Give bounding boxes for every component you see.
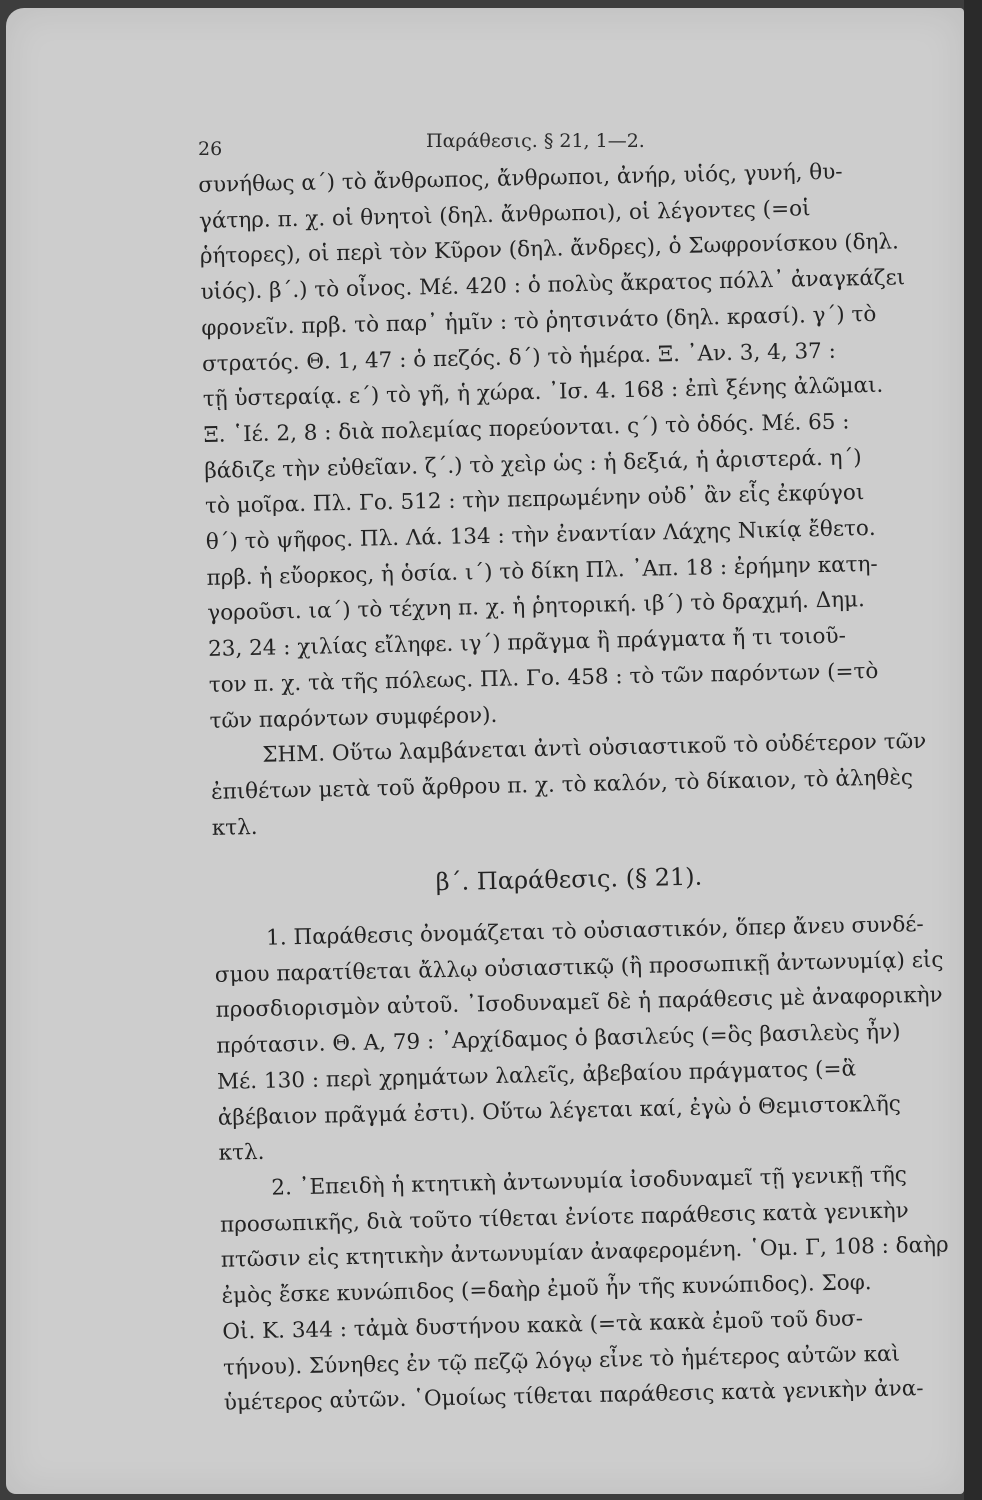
- text-line: ὑμέτερος αὐτῶν. ῾Ομοίως τίθεται παράθεσις κατὰ γενικὴν ἀνα-: [223, 1376, 924, 1416]
- text-line: ΣΗΜ. Οὕτω λαμβάνεται ἀντὶ οὐσιαστικοῦ τὸ οὐδέτερον τῶν: [262, 729, 927, 769]
- text-line: τήνου). Σύνηθες ἐν τῷ πεζῷ λόγῳ εἶνε τὸ ἡμέτερος αὐτῶν καὶ: [222, 1341, 901, 1381]
- text-line: προσδιορισμὸν αὐτοῦ. ᾿Ισοδυναμεῖ δὲ ἡ παράθεσις μὲ ἀναφορικὴν: [215, 983, 943, 1024]
- paragraph-1: [214, 943, 944, 1172]
- text-line: τῶν παρόντων συμφέρον).: [209, 702, 498, 734]
- text-line: βάδιζε τὴν εὐθεῖαν. ζ΄.) τὸ χεὶρ ὡς : ἡ δεξιά, ἡ ἀριστερά. η΄): [204, 444, 862, 484]
- text-line: ῥήτορες), οἱ περὶ τὸν Κῦρον (δηλ. ἄνδρες), ὁ Σωφρονίσκου (δηλ.: [199, 229, 900, 270]
- text-line: τὸ μοῖρα. Πλ. Γο. 512 : τὴν πεπρωμένην οὐδ᾿ ἂν εἷς ἐκφύγοι: [204, 480, 865, 520]
- text-line: τον π. χ. τὰ τῆς πόλεως. Πλ. Γο. 458 : τὸ τῶν παρόντων (=τὸ: [208, 658, 879, 698]
- text-line: πρότασιν. Θ. Α, 79 : ᾿Αρχίδαμος ὁ βασιλεύς (=ὃς βασιλεὺς ἦν): [216, 1019, 901, 1059]
- text-line: κτλ.: [218, 1140, 265, 1167]
- paragraph-note-cont: [211, 760, 924, 846]
- text-line: κτλ.: [211, 814, 258, 841]
- text-line: συνήθως α΄) τὸ ἄνθρωπος, ἄνθρωποι, ἀνήρ, υἱός, γυνή, θυ-: [198, 159, 843, 198]
- paragraph-2: [219, 1193, 949, 1422]
- text-line: Ξ. ῾Ιέ. 2, 8 : διὰ πολεμίας πορεύονται. ς΄) τὸ ὁδός. Μέ. 65 :: [203, 409, 850, 448]
- text-line: προσωπικῆς, διὰ τοῦτο τίθεται ἐνίοτε παράθεσις κατὰ γενικὴν: [219, 1198, 909, 1238]
- text-line: τῇ ὑστεραίᾳ. ε΄) τὸ γῆ, ἡ χώρα. ᾿Ισ. 4. 168 : ἐπὶ ξένης ἀλῶμαι.: [202, 372, 884, 413]
- text-line: ἐμὸς ἔσκε κυνώπιδος (=δαὴρ ἐμοῦ ἦν τῆς κυνώπιδος). Σοφ.: [221, 1270, 872, 1309]
- text-line: στρατός. Θ. 1, 47 : ὁ πεζός. δ΄) τὸ ἡμέρα. Ξ. ᾿Αν. 3, 4, 37 :: [201, 338, 837, 377]
- text-line: 23, 24 : χιλίας εἴληφε. ιγ΄) πρᾶγμα ἢ πράγματα ἤ τι τοιοῦ-: [207, 623, 847, 663]
- text-line: ἐπιθέτων μετὰ τοῦ ἄρθρου π. χ. τὸ καλόν, τὸ δίκαιον, τὸ ἀληθὲς: [210, 765, 914, 805]
- text-line: φρονεῖν. πρβ. τὸ παρ᾿ ἡμῖν : τὸ ῥητσινάτο (δηλ. κρασί). γ΄) τὸ: [201, 301, 877, 341]
- body-text: [198, 153, 949, 1422]
- text-line: 2. ᾿Επειδὴ ἡ κτητικὴ ἀντωνυμία ἰσοδυναμεῖ τῇ γενικῇ τῆς: [271, 1162, 908, 1201]
- section-heading: β΄. Παράθεσις. (§ 21).: [435, 862, 703, 897]
- text-line: πτῶσιν εἰς κτητικὴν ἀντωνυμίαν ἀναφερομένη. ῾Ομ. Γ, 108 : δαὴρ: [220, 1232, 949, 1274]
- running-head: Παράθεσις. § 21, 1—2.: [426, 130, 645, 152]
- text-line: Μέ. 130 : περὶ χρημάτων λαλεῖς, ἀβεβαίου πράγματος (=ἃ: [216, 1056, 857, 1095]
- page-number: 26: [198, 138, 223, 160]
- text-line: σμου παρατίθεται ἄλλῳ οὐσιαστικῷ (ἢ προσωπικῇ ἀντωνυμίᾳ) εἰς: [214, 947, 944, 988]
- text-line: 1. Παράθεσις ὀνομάζεται τὸ οὐσιαστικόν, ὅπερ ἄνευ συνδέ-: [265, 912, 924, 951]
- text-line: γοροῦσι. ια΄) τὸ τέχνη π. χ. ἡ ῥητορική. ιβ΄) τὸ δραχμή. Δημ.: [207, 587, 866, 627]
- text-line: υἱός). β΄.) τὸ οἶνος. Μέ. 420 : ὁ πολὺς ἄκρατος πόλλ᾿ ἀναγκάζει: [200, 265, 906, 306]
- text-line: θ΄) τὸ ψῆφος. Πλ. Λά. 134 : τὴν ἐναντίαν Λάχης Νικίᾳ ἔθετο.: [205, 515, 876, 555]
- page-edge-shadow: [964, 0, 982, 1500]
- text-line: ἀβέβαιον πρᾶγμά ἐστι). Οὕτω λέγεται καί, ἐγὼ ὁ Θεμιστοκλῆς: [217, 1091, 902, 1131]
- text-line: γάτηρ. π. χ. οἱ θνητοὶ (δηλ. ἄνθρωποι), οἱ λέγοντες (=οἱ: [198, 195, 811, 234]
- text-line: Οἰ. Κ. 344 : τἀμὰ δυστήνου κακὰ (=τὰ κακὰ ἐμοῦ τοῦ δυσ-: [222, 1306, 864, 1345]
- paragraph-substantive-adjectives: [198, 153, 922, 739]
- text-line: πρβ. ἡ εὔορκος, ἡ ὁσία. ι΄) τὸ δίκη Πλ. ᾿Απ. 18 : ἐρήμην κατη-: [206, 551, 878, 591]
